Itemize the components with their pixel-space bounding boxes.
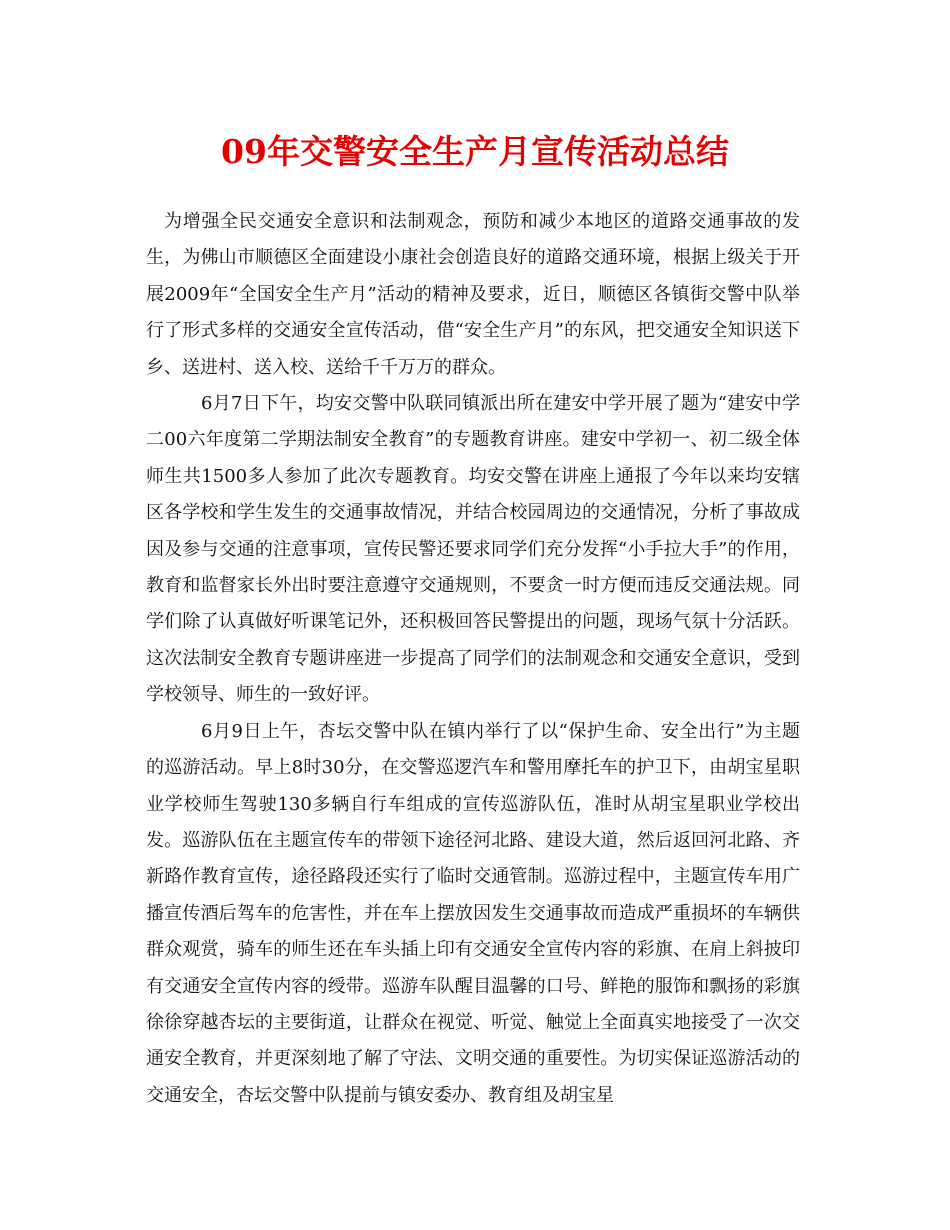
paragraph-junan-lecture: 6月7日下午，均安交警中队联同镇派出所在建安中学开展了题为“建安中学二00六年度第二学期法制安全教育”的专题教育讲座。建安中学初一、初二级全体师生共1500多人参加了此次专题教育。均安交警在讲座上通报了今年以来均安辖区各学校和学生发生的交通事故情况，并结合校园周边的交通情况，分析了事故成因及参与交通的注意事项，宣传民警还要求同学们充分发挥“小手拉大手”的作用，教育和监督家长外出时要注意遵守交通规则，不要贪一时方便而违反交通法规。同学们除了认真做好听课笔记外，还积极回答民警提出的问题，现场气氛十分活跃。这次法制安全教育专题讲座进一步提高了同学们的法制观念和交通安全意识，受到学校领导、师生的一致好评。 — [146, 393, 800, 706]
document-title: 09年交警安全生产月宣传活动总结 — [221, 132, 729, 171]
paragraph-xingtan-parade: 6月9日上午，杏坛交警中队在镇内举行了以“保护生命、安全出行”为主题的巡游活动。早上8时30分，在交警巡逻汽车和警用摩托车的护卫下，由胡宝星职业学校师生驾驶130多辆自行车组成的宣传巡游队伍，准时从胡宝星职业学校出发。巡游队伍在主题宣传车的带领下途径河北路、建设大道，然后返回河北路、齐新路作教育宣传，途径路段还实行了临时交通管制。巡游过程中，主题宣传车用广播宣传酒后驾车的危害性，并在车上摆放因发生交通事故而造成严重损坏的车辆供群众观赏，骑车的师生还在车头插上印有交通安全宣传内容的彩旗、在肩上斜披印有交通安全宣传内容的绶带。巡游车队醒目温馨的口号、鲜艳的服饰和飘扬的彩旗徐徐穿越杏坛的主要街道，让群众在视觉、听觉、触觉上全面真实地接受了一次交通安全教育，并更深刻地了解了守法、文明交通的重要性。为切实保证巡游活动的交通安全，杏坛交警中队提前与镇安委办、教育组及胡宝星 — [146, 720, 800, 1106]
document-body — [146, 204, 800, 1114]
paragraph-intro: 为增强全民交通安全意识和法制观念，预防和减少本地区的道路交通事故的发生，为佛山市顺德区全面建设小康社会创造良好的道路交通环境，根据上级关于开展2009年“全国安全生产月”活动的精神及要求，近日，顺德区各镇街交警中队举行了形式多样的交通安全宣传活动，借“安全生产月”的东风，把交通安全知识送下乡、送进村、送入校、送给千千万万的群众。 — [146, 211, 800, 378]
